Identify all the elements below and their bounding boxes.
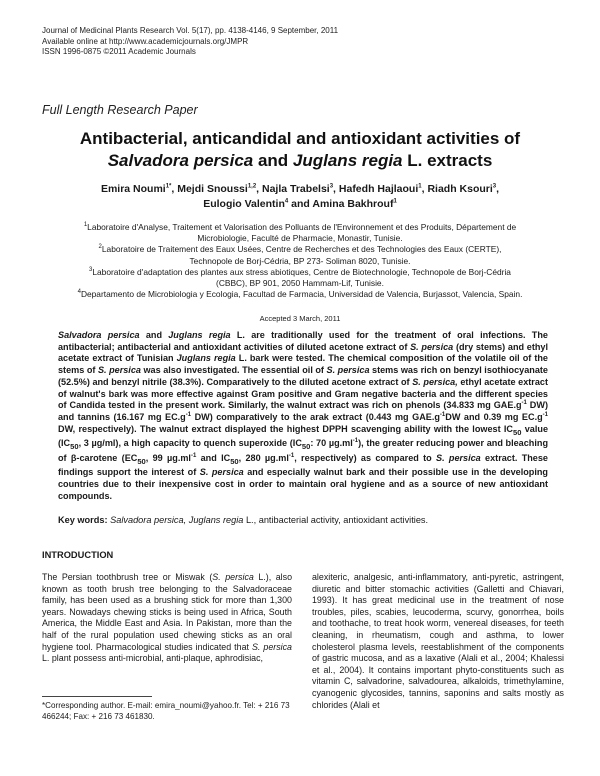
accepted-date: Accepted 3 March, 2011 xyxy=(259,314,341,323)
affiliation-line: Microbiologie, Faculté de Pharmacie, Monastir, Tunisie. xyxy=(197,233,403,244)
affiliations: $^1$Laboratoire d'Analyse, Traitement et Valorisation des Polluants de l'Environnement et des Produits, Département de Microbiologie, Faculté de Pharmacie, Monastir, Tunisie. $^2$Laboratoire de Traitement des Eaux Usées, Centre de Recherches et des Technologies des Eaux (CERTE), Technopole de Borj-Cédria, BP 273- Soliman 8020, Tunisie. $^3$Laboratoire d'adaptation des plantes aux stress abiotiques, Centre de Biotechnologie, Technopole de Borj-Cédria (CBBC), BP 901, 2050 Hammam-Lif, Tunisie. $^4$Departamento de Microbiologia y Ecologia, Facultad de Farmacia, Universidad de Valencia, Burjassot, Valencia, Spain. xyxy=(77,222,523,300)
affiliation-line: Departamento de Microbiologia y Ecologia, Facultad de Farmacia, Universidad de Valencia, Burjassot, Valencia, Spain. xyxy=(80,289,523,300)
body-column-left: The Persian toothbrush tree or Miswak (S. persica L.), also known as tooth brush tree belonging to the Salvadoraceae family, has been used as a brushing stick for more than 1,300 years. Nowadays chewing sticks is being used in Africa, South America, the Middle East and Asia. In Pakistan, more than the half of the rural population used chewing sticks as an oral hygiene tool. Pharmacological studies indicated that S. persica L. plant possess anti-microbial, anti-plaque, aphrodisiac, xyxy=(42,572,293,664)
affiliation-line: Technopole de Borj-Cédria, BP 273- Soliman 8020, Tunisie. xyxy=(189,255,411,266)
keywords: Key words: Salvadora persica, Juglans regia L., antibacterial activity, antioxidant activities. xyxy=(58,515,429,525)
paper-title: Antibacterial, anticandidal and antioxidant activities of Salvadora persica and Juglans regia L. extracts xyxy=(79,129,521,170)
author-name: Emira Noumi xyxy=(100,183,166,195)
author-list: Emira Noumi$^{1*}$, Mejdi Snoussi$^{1,2}$, Najla Trabelsi$^3$, Hafedh Hajlaoui$^1$, Riadh Ksouri$^3$, Eulogio Valentin$^4$ and Amina Bakhrouf$^1$ xyxy=(100,183,500,210)
author-name: Amina Bakhrouf xyxy=(312,198,394,210)
journal-header xyxy=(42,26,338,58)
author-name: Najla Trabelsi xyxy=(262,183,330,195)
journal-citation: Journal of Medicinal Plants Research Vol. 5(17), pp. 4138-4146, 9 September, 2011 xyxy=(42,26,339,35)
author-name: Hafedh Hajlaoui xyxy=(338,183,419,195)
paper-type: Full Length Research Paper xyxy=(42,103,198,117)
abstract: Salvadora persica and Juglans regia L. are traditionally used for the treatment of oral infections. The antibacterial; antibacterial and antioxidant activities of diluted acetone extract of S. persica (dry stems) and ethyl acetate extract of Tunisian Juglans regia L. bark were tested. The chemical composition of the volatile oil of the stems of S. persica was also investigated. The essential oil of S. persica stems was rich on benzyl isothiocyanate (52.5%) and benzyl nitrile (38.3%). Comparatively to the diluted acetone extract of S. persica, ethyl acetate extract of walnut's bark was more effective against Gram positive and Gram negative bacteria and the different species of Candida tested in the present work. Similarly, the walnut extract was rich on phenols (34.833 mg $GAE.g^{-1}$ DW) and tannins (16.167 mg $EC.g^{-1}$ DW) comparatively to the arak extract (0.443 mg $GAE.g^{-1}DW$ and 0.39 mg $EC.g^{-1}$ DW, respectively). The walnut extract displayed the highest DPPH scavenging ability with the lowest $IC_{50}$ value ($IC_{50}$, 3 µg/ml), a high capacity to quench superoxide ($IC_{50}$: 70 $\mu g.ml^{-1}$), the greater reducing power and bleaching of β-carotene ($EC_{50}$, 99 $\mu g.ml^{-1}$ and $IC_{50}$, 280 $\mu g.ml^{-1}$, respectively) as compared to S. persica extract. These findings support the interest of S. persica and especially walnut bark and their possible use in the developing countries due to their inexpensive cost in order to maintain oral hygiene and as a source of new antioxidant compounds. xyxy=(58,330,549,501)
author-name: Riadh Ksouri xyxy=(427,183,493,195)
affiliation-line: Laboratoire d'Analyse, Traitement et Valorisation des Polluants de l'Environnement et des Produits, Département de xyxy=(87,222,517,232)
body-column-right: alexiteric, analgesic, anti-inflammatory, anti-pyretic, astringent, diuretic and bitter stomachic activities (Galletti and Chiavari, 1993). It has great medicinal use in the treatment of nose troubles, piles, scabies, leucoderma, scurvy, gonorrhea, boils and toothache, to treat hook worm, venereal diseases, for teeth cleaning, in rheumatism, cough and asthma, to lower cholesterol plasma levels, reestablishment of the components of gastric mucosa, and as a laxative (Alali et al., 2004; Khalessi et al., 2004). It contains important phyto-constituents such as vitamin C, salvadorine, salvadourea, alkaloids, trimethylamine, cyanogenic glycosides, tannins, saponins and salts mostly as chlorides (Alali et xyxy=(312,572,564,710)
author-name: Eulogio Valentin xyxy=(203,198,285,210)
footnote-divider xyxy=(42,696,152,697)
affiliation-line: Laboratoire d'adaptation des plantes aux stress abiotiques, Centre de Biotechnologie, Technopole de Borj-Cédria xyxy=(92,266,511,277)
journal-url: Available online at http://www.academicjournals.org/JMPR xyxy=(42,36,249,46)
affiliation-line: (CBBC), BP 901, 2050 Hammam-Lif, Tunisie. xyxy=(216,278,384,289)
author-name: Mejdi Snoussi xyxy=(177,183,248,195)
affiliation-line: Laboratoire de Traitement des Eaux Usées, Centre de Recherches et des Technologies des Eaux (CERTE), xyxy=(101,244,502,255)
section-heading-introduction: INTRODUCTION xyxy=(42,550,114,560)
journal-issn: ISSN 1996-0875 ©2011 Academic Journals xyxy=(42,47,196,56)
corresponding-author-footnote: *Corresponding author. E-mail: emira_noumi@yahoo.fr. Tel: + 216 73 466244; Fax: + 216 73 461830. xyxy=(42,701,290,721)
